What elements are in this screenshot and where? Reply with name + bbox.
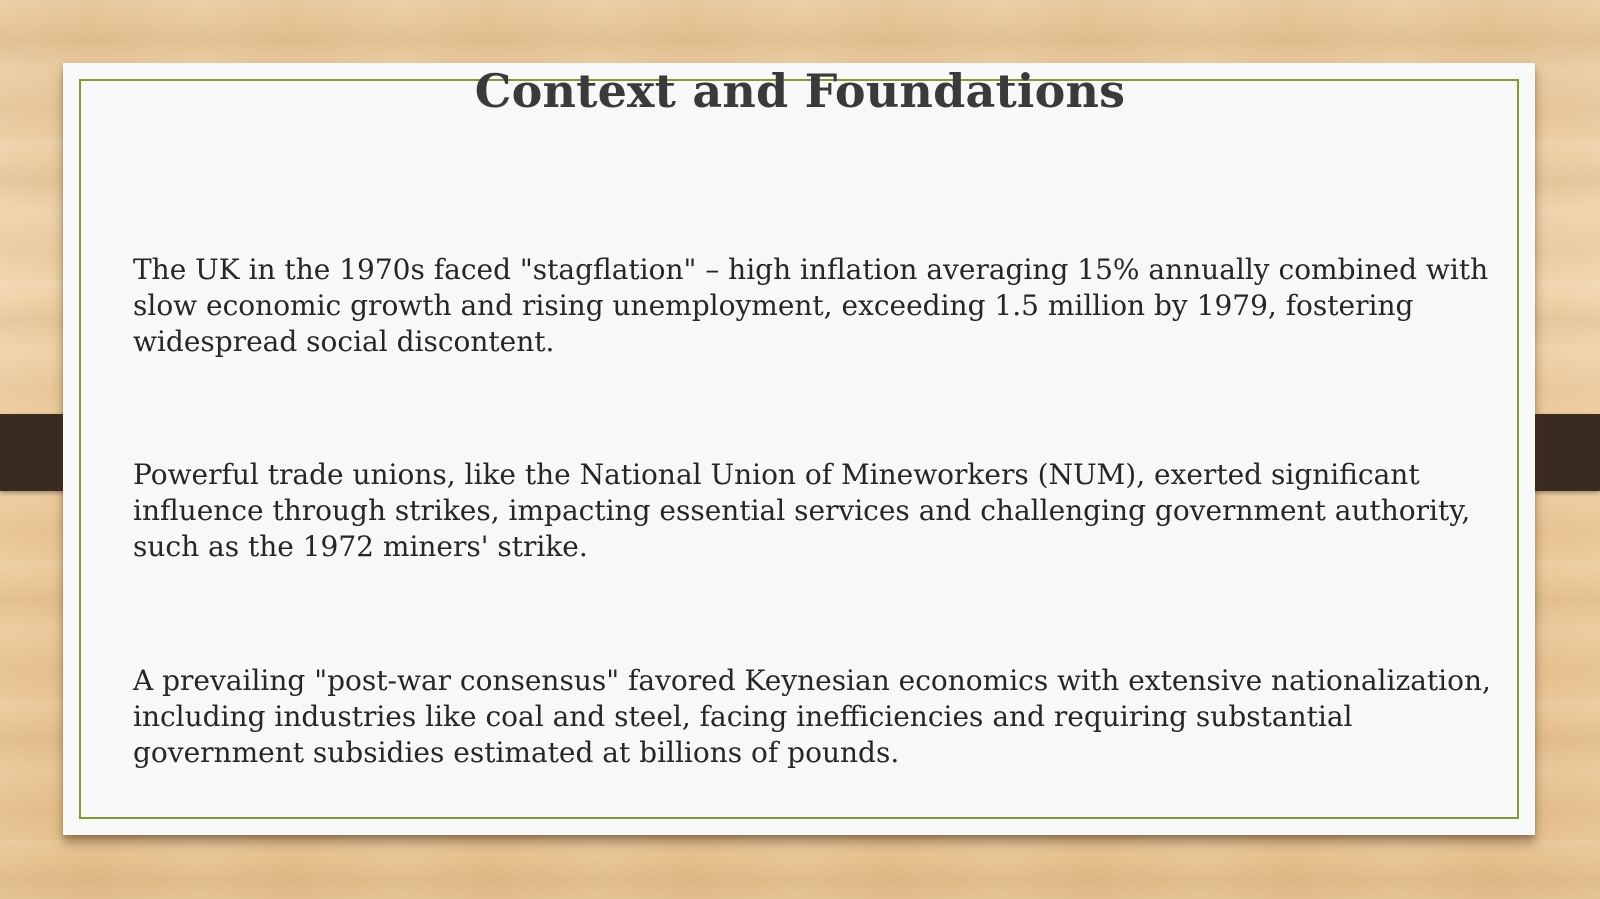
paragraph-trade-unions: Powerful trade unions, like the National Union of Mineworkers (NUM), exerted significant influence through strikes, impacting essential services and challenging government authority, such as the 1972 miners' strike.: [133, 458, 1471, 563]
paragraph-stagflation: The UK in the 1970s faced "stagflation" – high inflation averaging 15% annually combined with slow economic growth and rising unemployment, exceeding 1.5 million by 1979, fostering widespread social discontent.: [133, 253, 1489, 358]
paragraph-post-war-consensus: A prevailing "post-war consensus" favored Keynesian economics with extensive nationalization, including industries like coal and steel, facing inefficiencies and requiring substantial government subsidies estimated at billions of pounds.: [133, 664, 1491, 769]
slide-title: Context and Foundations: [474, 64, 1126, 118]
